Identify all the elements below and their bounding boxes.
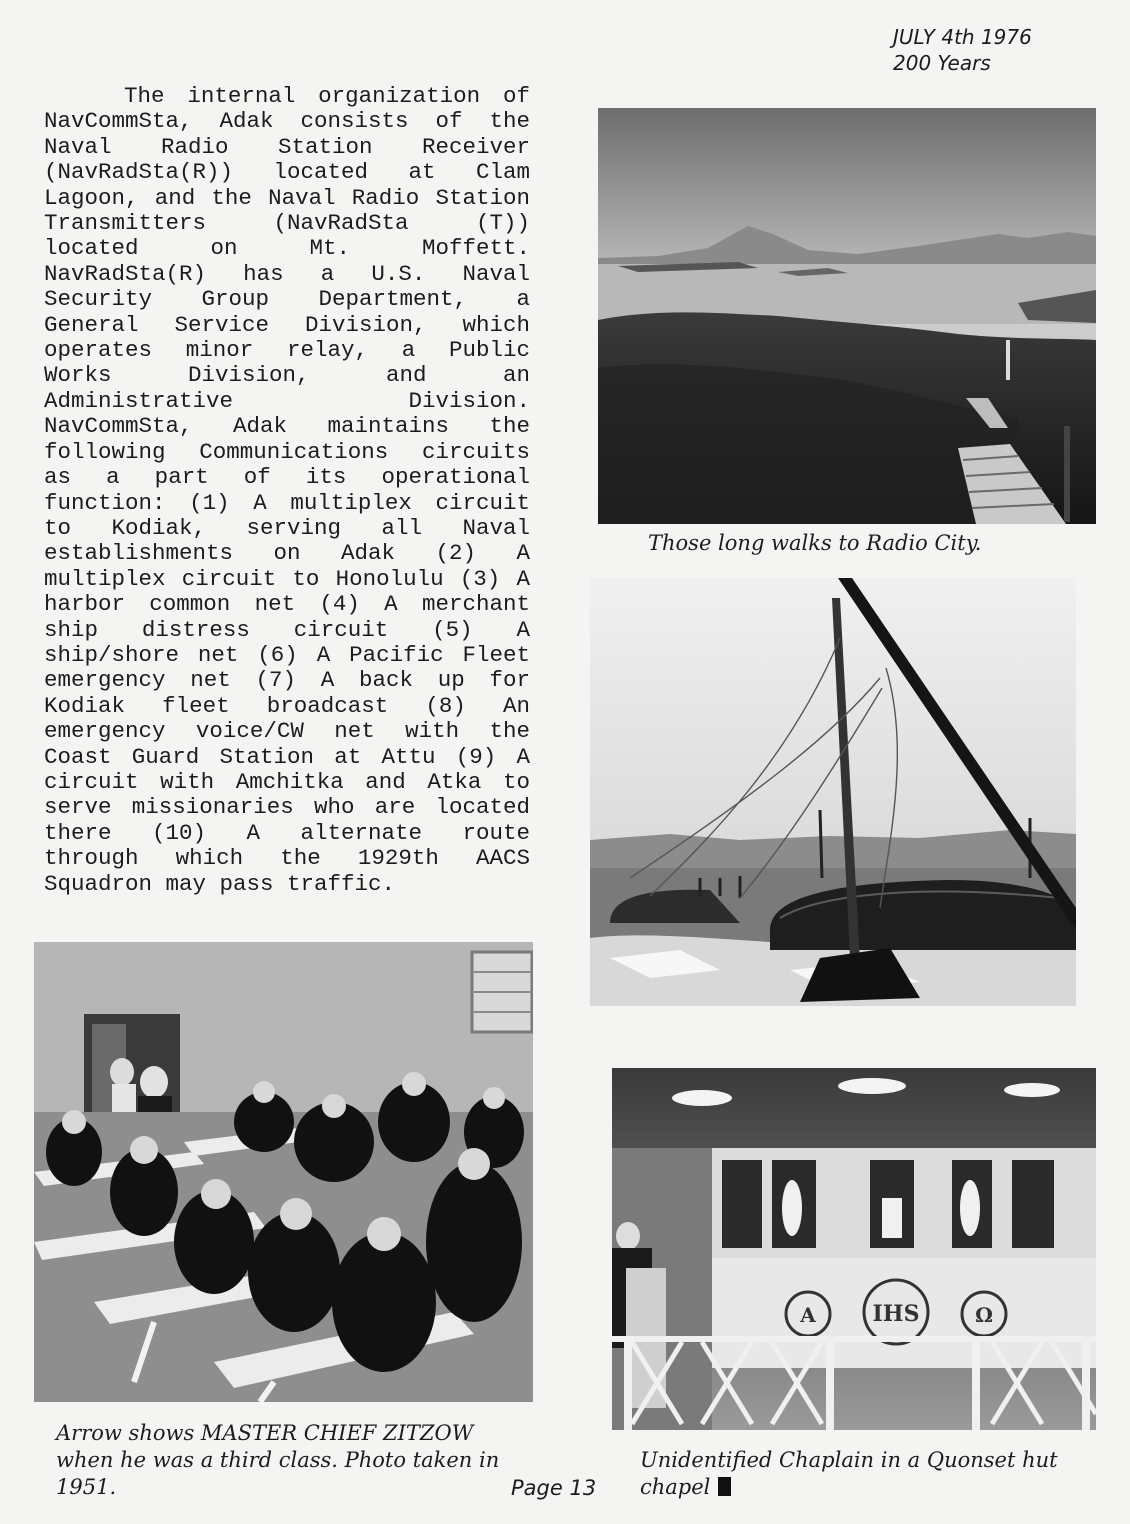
- caption-mess-hall: Arrow shows MASTER CHIEF ZITZOW when he was a third class. Photo taken in 1951.: [56, 1421, 500, 1499]
- photo-antenna-mast: [590, 578, 1076, 1006]
- photo-mess-hall: [34, 942, 533, 1402]
- altar-emblem-right: Ω: [975, 1303, 993, 1327]
- article-body: The internal organization of NavCommSta, Adak consists of the Naval Radio Station Receiver (NavRadSta(R)) located at Clam Lagoon, and the Naval Radio Station Transmitters (NavRadSta (T)) located on Mt. Moffett. NavRadSta(R) has a U.S. Naval Security Group Department, a General Service Division, which operates minor relay, a Public Works Division, and an Administrative Division. NavCommSta, Adak maintains the following Communications circuits as a part of its operational function: (1) A multiplex circuit to Kodiak, serving all Naval establishments on Adak (2) A multiplex circuit to Honolulu (3) A harbor common net (4) A merchant ship distress circuit (5) A ship/shore net (6) A Pacific Fleet emergency net (7) A back up for Kodiak fleet broadcast (8) An emergency voice/CW net with the Coast Guard Station at Attu (9) A circuit with Amchitka and Atka to serve missionaries who are located there (10) A alternate route through which the 1929th AACS Squadron may pass traffic.: [44, 83, 530, 897]
- photo-quonset-chapel: [612, 1068, 1096, 1430]
- caption-chapel: [640, 1447, 1110, 1501]
- altar-monogram: IHS: [872, 1301, 920, 1327]
- end-mark: [718, 1477, 731, 1496]
- caption-radio-city: Those long walks to Radio City.: [648, 531, 982, 555]
- altar-emblem-left: A: [800, 1303, 816, 1327]
- page-number: Page 13: [511, 1476, 597, 1500]
- caption-chapel-text: Unidentified Chaplain in a Quonset hut chapel: [640, 1448, 1058, 1499]
- page-header: [893, 24, 1113, 76]
- photo-radio-city-walk: [598, 108, 1096, 524]
- header-date: JULY 4th 1976: [893, 25, 1032, 49]
- header-subtitle: 200 Years: [893, 51, 991, 75]
